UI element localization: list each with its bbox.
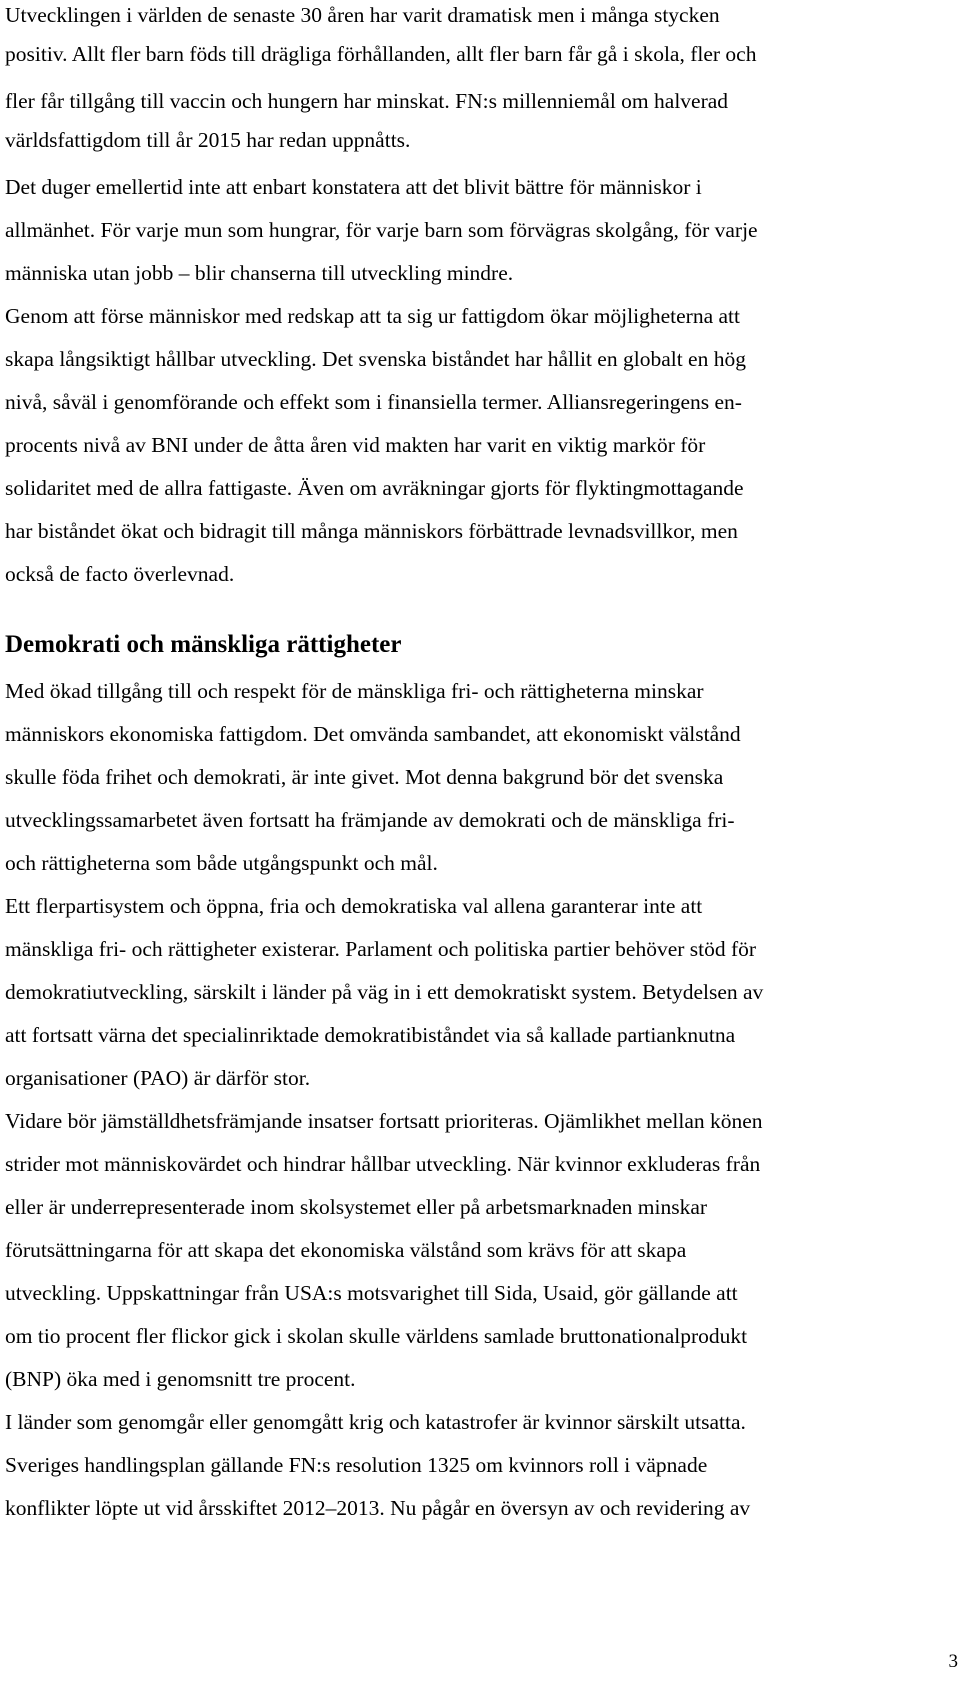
- text-line: fler får tillgång till vaccin och hungern har minskat. FN:s millenniemål om halverad: [5, 89, 729, 113]
- text-line: allmänhet. För varje mun som hungrar, för varje barn som förvägras skolgång, för varje: [5, 218, 758, 242]
- text-line: utvecklingssamarbetet även fortsatt ha främjande av demokrati och de mänskliga fri-: [5, 808, 735, 832]
- text-line: människa utan jobb – blir chanserna till utveckling mindre.: [5, 261, 514, 285]
- text-line: Sveriges handlingsplan gällande FN:s resolution 1325 om kvinnors roll i väpnade: [5, 1453, 708, 1477]
- section-heading: Demokrati och mänskliga rättigheter: [5, 631, 402, 658]
- text-line: Med ökad tillgång till och respekt för de mänskliga fri- och rättigheterna minskar: [5, 679, 704, 703]
- text-line: Ett flerpartisystem och öppna, fria och demokratiska val allena garanterar inte att: [5, 894, 703, 918]
- text-line: procents nivå av BNI under de åtta åren vid makten har varit en viktig markör för: [5, 433, 706, 457]
- text-line: om tio procent fler flickor gick i skolan skulle världens samlade bruttonationalprodukt: [5, 1324, 748, 1348]
- text-line: världsfattigdom till år 2015 har redan uppnåtts.: [5, 128, 411, 152]
- text-line: (BNP) öka med i genomsnitt tre procent.: [5, 1367, 356, 1391]
- page-number: 3: [948, 1651, 958, 1672]
- text-line: utveckling. Uppskattningar från USA:s motsvarighet till Sida, Usaid, gör gällande att: [5, 1281, 738, 1305]
- text-line: har biståndet ökat och bidragit till många människors förbättrade levnadsvillkor, men: [5, 519, 738, 543]
- text-line: Genom att förse människor med redskap att ta sig ur fattigdom ökar möjligheterna att: [5, 304, 740, 328]
- text-line: konflikter löpte ut vid årsskiftet 2012–2013. Nu pågår en översyn av och revidering av: [5, 1496, 751, 1520]
- text-line: skulle föda frihet och demokrati, är inte givet. Mot denna bakgrund bör det svenska: [5, 765, 724, 789]
- text-line: förutsättningarna för att skapa det ekonomiska välstånd som krävs för att skapa: [5, 1238, 687, 1262]
- text-line: mänskliga fri- och rättigheter existerar. Parlament och politiska partier behöver stöd för: [5, 937, 757, 961]
- text-line: och rättigheterna som både utgångspunkt och mål.: [5, 851, 438, 875]
- text-line: Vidare bör jämställdhetsfrämjande insatser fortsatt prioriteras. Ojämlikhet mellan könen: [5, 1109, 763, 1133]
- text-line: Det duger emellertid inte att enbart konstatera att det blivit bättre för människor i: [5, 175, 702, 199]
- text-line: människors ekonomiska fattigdom. Det omvända sambandet, att ekonomiskt välstånd: [5, 722, 741, 746]
- text-line: positiv. Allt fler barn föds till drägliga förhållanden, allt fler barn får gå i skola, fler och: [5, 42, 757, 66]
- text-line: skapa långsiktigt hållbar utveckling. Det svenska biståndet har hållit en globalt en hög: [5, 347, 746, 371]
- text-line: I länder som genomgår eller genomgått krig och katastrofer är kvinnor särskilt utsatta.: [5, 1410, 746, 1434]
- text-line: solidaritet med de allra fattigaste. Även om avräkningar gjorts för flyktingmottagande: [5, 476, 744, 500]
- text-line: att fortsatt värna det specialinriktade demokratibiståndet via så kallade partianknutna: [5, 1023, 736, 1047]
- text-line: eller är underrepresenterade inom skolsystemet eller på arbetsmarknaden minskar: [5, 1195, 708, 1219]
- text-line: också de facto överlevnad.: [5, 562, 235, 586]
- text-line: strider mot människovärdet och hindrar hållbar utveckling. När kvinnor exkluderas från: [5, 1152, 761, 1176]
- text-line: Utvecklingen i världen de senaste 30 åren har varit dramatisk men i många stycken: [5, 3, 720, 27]
- text-line: nivå, såväl i genomförande och effekt som i finansiella termer. Alliansregeringens en-: [5, 390, 742, 414]
- text-line: organisationer (PAO) är därför stor.: [5, 1066, 311, 1090]
- text-line: demokratiutveckling, särskilt i länder på väg in i ett demokratiskt system. Betydelsen av: [5, 980, 764, 1004]
